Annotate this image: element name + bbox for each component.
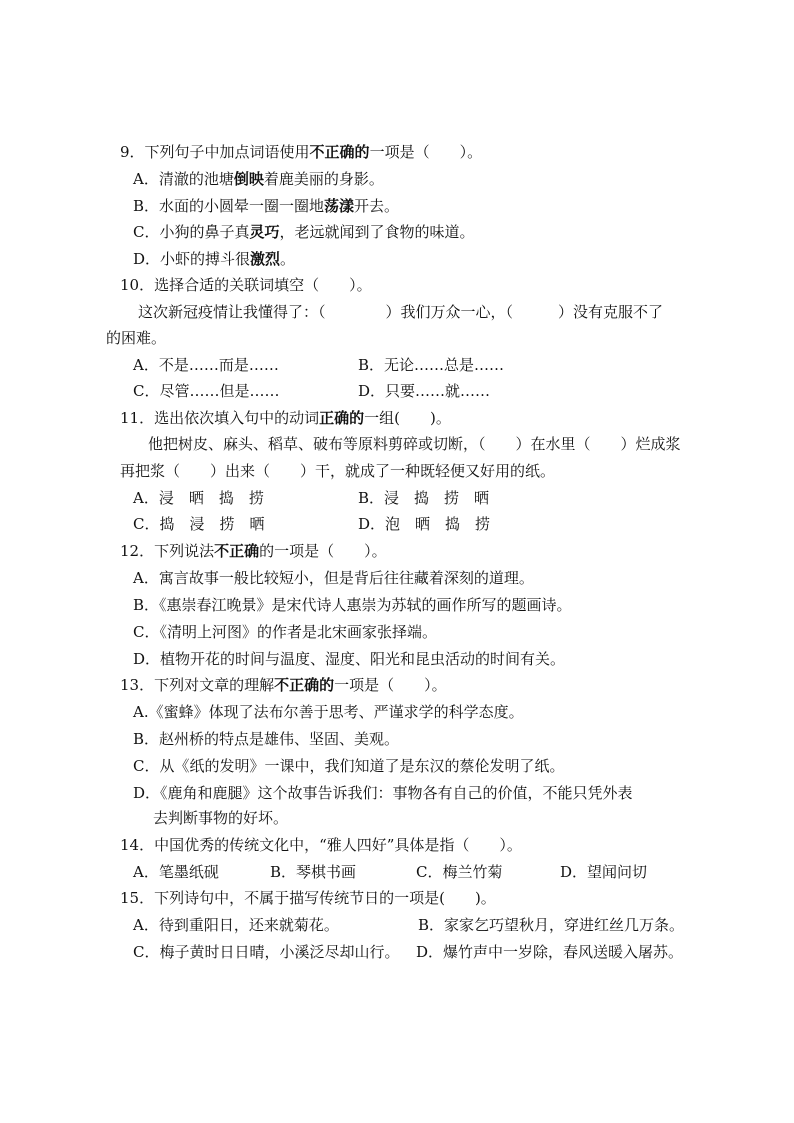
question-11-stem: 11．选出依次填入句中的动词正确的一组( )。 xyxy=(120,409,451,427)
question-14-option-c: C．梅兰竹菊 xyxy=(416,863,503,881)
question-15-option-a: A．待到重阳日，还来就菊花。 xyxy=(133,916,339,934)
question-10-passage-line-2: 的困难。 xyxy=(106,329,167,347)
question-11-option-c: C．捣 浸 捞 晒 xyxy=(133,515,265,533)
question-10-option-d: D．只要……就…… xyxy=(358,382,491,400)
question-14-option-b: B．琴棋书画 xyxy=(270,863,357,881)
question-13-option-a: A.《蜜蜂》体现了法布尔善于思考、严谨求学的科学态度。 xyxy=(133,703,524,721)
question-10-option-b: B．无论……总是…… xyxy=(358,356,505,374)
question-10-option-a: A．不是……而是…… xyxy=(133,356,279,374)
question-11-option-b: B．浸 捣 捞 晒 xyxy=(358,489,490,507)
question-14-stem: 14．中国优秀的传统文化中，“雅人四好”具体是指（ ）。 xyxy=(120,836,522,854)
question-13-option-c: C．从《纸的发明》一课中，我们知道了是东汉的蔡伦发明了纸。 xyxy=(133,757,565,775)
question-15-stem: 15．下列诗句中，不属于描写传统节日的一项是( )。 xyxy=(120,889,496,907)
question-12-option-a: A．寓言故事一般比较短小，但是背后往往藏着深刻的道理。 xyxy=(133,569,534,587)
question-12-option-d: D．植物开花的时间与温度、湿度、阳光和昆虫活动的时间有关。 xyxy=(133,650,566,668)
question-14-option-a: A．笔墨纸砚 xyxy=(133,863,219,881)
question-15-option-b: B．家家乞巧望秋月，穿进红丝几万条。 xyxy=(418,916,685,934)
question-10-option-c: C．尽管……但是…… xyxy=(133,382,280,400)
question-9-option-a: A．清澈的池塘倒映着鹿美丽的身影。 xyxy=(133,170,384,188)
question-13-option-b: B．赵州桥的特点是雄伟、坚固、美观。 xyxy=(133,730,400,748)
question-12-option-c: C．《清明上河图》的作者是北宋画家张择端。 xyxy=(133,623,437,641)
question-9-stem: 9．下列句子中加点词语使用不正确的一项是（ ）。 xyxy=(120,143,483,161)
question-11-passage-line-2: 再把浆（ ）出来（ ）干，就成了一种既轻便又好用的纸。 xyxy=(120,462,556,480)
question-13-stem: 13．下列对文章的理解不正确的一项是（ ）。 xyxy=(120,676,447,694)
question-12-option-b: B．《惠崇春江晚景》是宋代诗人惠崇为苏轼的画作所写的题画诗。 xyxy=(133,596,572,614)
question-9-option-d: D．小虾的搏斗很激烈。 xyxy=(133,250,296,268)
question-15-option-c: C．梅子黄时日日晴，小溪泛尽却山行。 xyxy=(133,943,400,961)
question-9-option-c: C．小狗的鼻子真灵巧，老远就闻到了食物的味道。 xyxy=(133,223,475,241)
question-9-option-b: B．水面的小圆晕一圈一圈地荡漾开去。 xyxy=(133,197,400,215)
question-10-passage-line-1: 这次新冠疫情让我懂得了：（ ）我们万众一心，（ ）没有克服不了 xyxy=(138,303,664,321)
question-13-option-d-continued: 去判断事物的好坏。 xyxy=(153,809,289,827)
question-15-option-d: D．爆竹声中一岁除，春风送暖入屠苏。 xyxy=(416,943,684,961)
question-14-option-d: D．望闻问切 xyxy=(560,863,648,881)
question-11-option-a: A．浸 晒 捣 捞 xyxy=(133,489,264,507)
question-10-stem: 10．选择合适的关联词填空（ ）。 xyxy=(120,276,372,294)
question-11-option-d: D．泡 晒 捣 捞 xyxy=(358,515,491,533)
question-11-passage-line-1: 他把树皮、麻头、稻草、破布等原料剪碎或切断，（ ）在水里（ ）烂成浆 xyxy=(148,435,681,453)
question-13-option-d: D．《鹿角和鹿腿》这个故事告诉我们：事物各有自己的价值，不能只凭外表 xyxy=(133,784,633,802)
question-12-stem: 12．下列说法不正确的一项是（ ）。 xyxy=(120,542,387,560)
